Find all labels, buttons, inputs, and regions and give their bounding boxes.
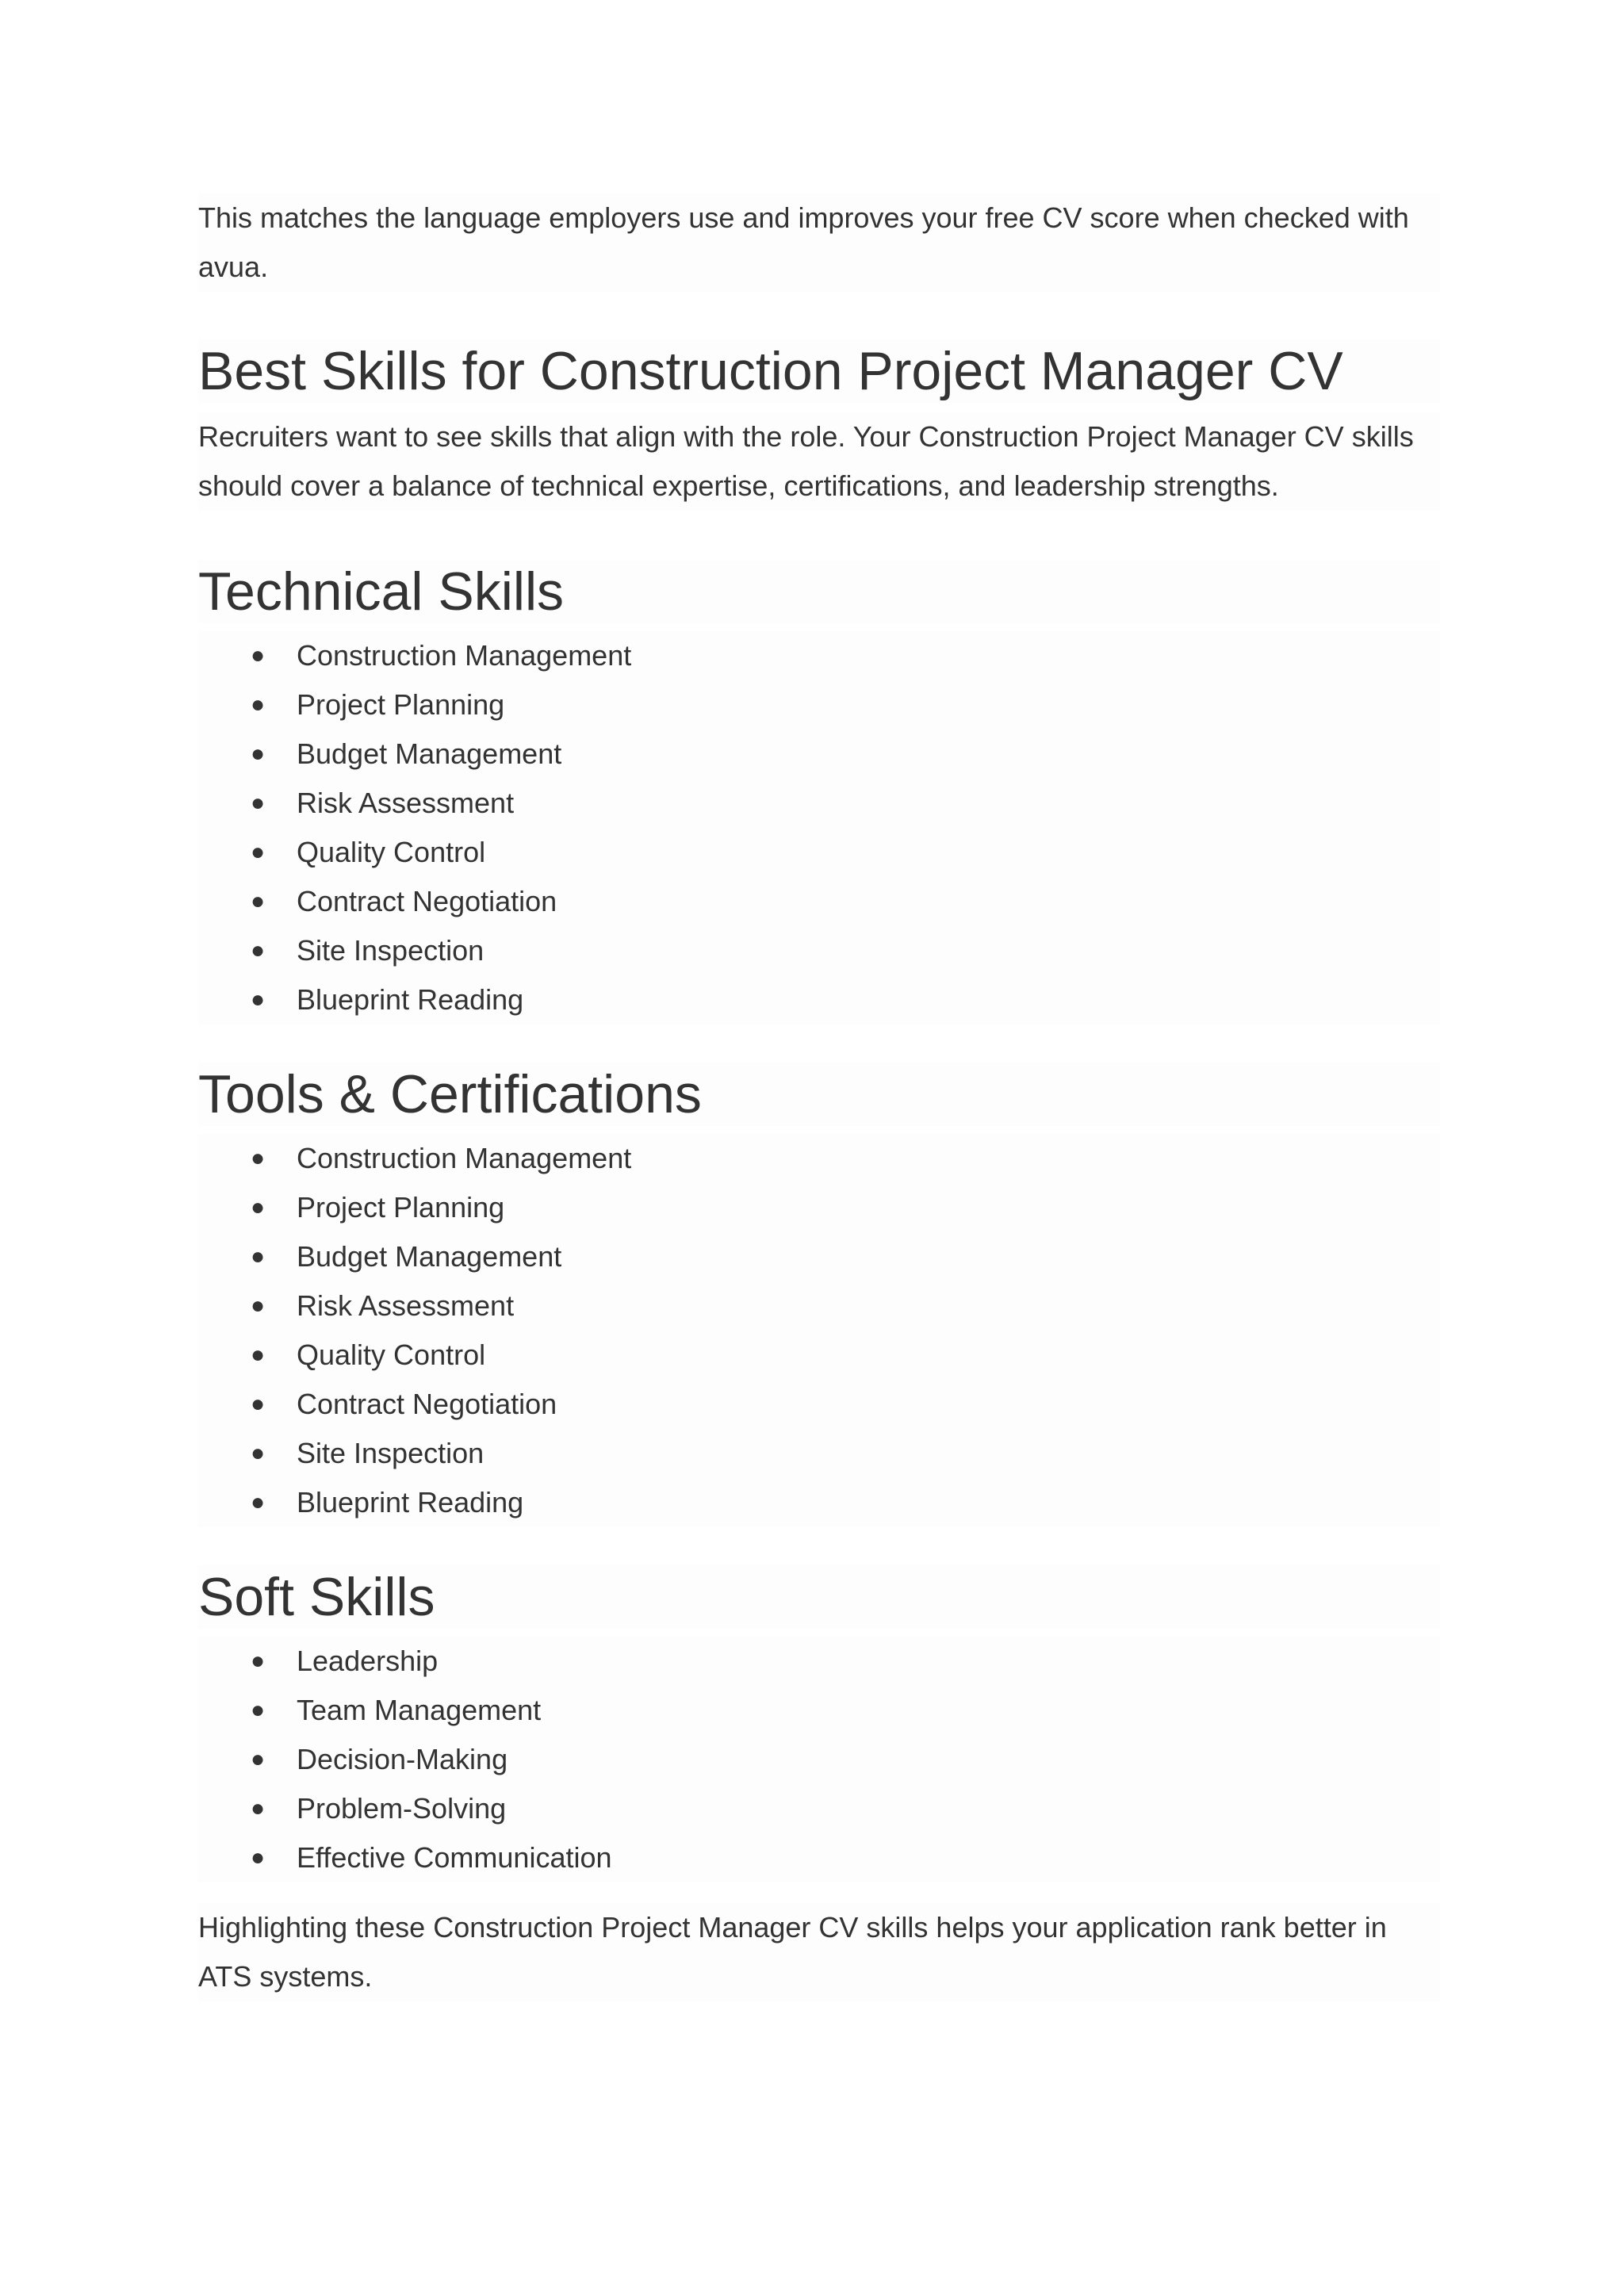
list-item-label: Leadership [297, 1645, 439, 1677]
list-item [251, 1784, 1440, 1833]
list-item [251, 1183, 1440, 1232]
list-item [251, 680, 1440, 730]
list-item [251, 975, 1440, 1024]
bullet-icon: ● [251, 1489, 266, 1515]
soft-skills-heading: Soft Skills [198, 1565, 1440, 1629]
list-item-label: Contract Negotiation [297, 885, 557, 917]
technical-skills-heading: Technical Skills [198, 560, 1440, 623]
bullet-icon: ● [251, 790, 266, 816]
list-item [251, 1281, 1440, 1331]
bullet-icon: ● [251, 1243, 266, 1270]
best-skills-heading: Best Skills for Construction Project Manager CV [198, 339, 1440, 403]
tools-certifications-list [198, 1134, 1440, 1527]
list-item-label: Project Planning [297, 1191, 505, 1224]
intro-paragraph: This matches the language employers use and improves your free CV score when checked with avua. [198, 193, 1440, 292]
list-item-label: Team Management [297, 1694, 542, 1726]
list-item-label: Site Inspection [297, 934, 485, 967]
list-item-label: Blueprint Reading [297, 983, 524, 1016]
list-item-label: Quality Control [297, 1338, 486, 1371]
list-item-label: Project Planning [297, 688, 505, 721]
list-item [251, 1637, 1440, 1686]
bullet-icon: ● [251, 986, 266, 1013]
bullet-icon: ● [251, 839, 266, 865]
list-item [251, 877, 1440, 926]
bullet-icon: ● [251, 1746, 266, 1772]
bullet-icon: ● [251, 1293, 266, 1319]
list-item [251, 631, 1440, 680]
list-item [251, 1331, 1440, 1380]
list-item [251, 828, 1440, 877]
list-item-label: Budget Management [297, 1240, 562, 1273]
bullet-icon: ● [251, 1342, 266, 1368]
list-item [251, 926, 1440, 975]
bullet-icon: ● [251, 1648, 266, 1674]
list-item [251, 1478, 1440, 1527]
bullet-icon: ● [251, 642, 266, 668]
list-item [251, 1686, 1440, 1735]
list-item [251, 1735, 1440, 1784]
soft-skills-list [198, 1637, 1440, 1882]
list-item [251, 1429, 1440, 1478]
bullet-icon: ● [251, 888, 266, 914]
list-item-label: Site Inspection [297, 1437, 485, 1469]
bullet-icon: ● [251, 691, 266, 718]
technical-skills-list [198, 631, 1440, 1024]
bullet-icon: ● [251, 1391, 266, 1417]
bullet-icon: ● [251, 1440, 266, 1466]
list-item [251, 1232, 1440, 1281]
list-item [251, 730, 1440, 779]
bullet-icon: ● [251, 1145, 266, 1171]
list-item-label: Effective Communication [297, 1841, 612, 1874]
list-item-label: Contract Negotiation [297, 1388, 557, 1420]
bullet-icon: ● [251, 1194, 266, 1220]
list-item [251, 1833, 1440, 1882]
tools-certifications-heading: Tools & Certifications [198, 1063, 1440, 1126]
list-item-label: Construction Management [297, 639, 632, 672]
bullet-icon: ● [251, 1697, 266, 1723]
bullet-icon: ● [251, 937, 266, 963]
list-item [251, 1380, 1440, 1429]
list-item [251, 1134, 1440, 1183]
bullet-icon: ● [251, 1844, 266, 1871]
document-page [198, 193, 1440, 2001]
list-item-label: Quality Control [297, 836, 486, 868]
list-item-label: Risk Assessment [297, 787, 515, 819]
list-item [251, 779, 1440, 828]
list-item-label: Problem-Solving [297, 1792, 507, 1825]
list-item-label: Decision-Making [297, 1743, 508, 1775]
list-item-label: Risk Assessment [297, 1289, 515, 1322]
bullet-icon: ● [251, 1795, 266, 1821]
best-skills-paragraph: Recruiters want to see skills that align with the role. Your Construction Project Manager CV skills should cover a balance of technical expertise, certifications, and leadership strengths. [198, 412, 1440, 511]
bullet-icon: ● [251, 741, 266, 767]
list-item-label: Budget Management [297, 737, 562, 770]
list-item-label: Blueprint Reading [297, 1486, 524, 1518]
closing-paragraph: Highlighting these Construction Project Manager CV skills helps your application rank better in ATS systems. [198, 1903, 1440, 2001]
list-item-label: Construction Management [297, 1142, 632, 1174]
